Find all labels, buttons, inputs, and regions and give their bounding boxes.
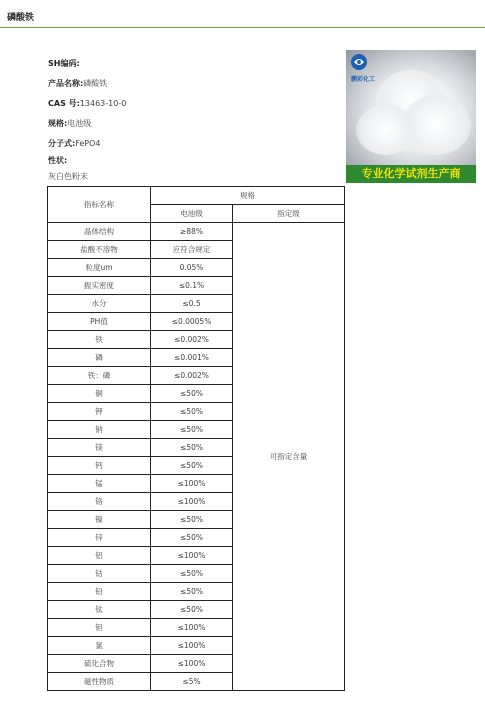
- formula-line: [48, 138, 101, 149]
- table-row: [48, 223, 345, 241]
- property-label: 性状:: [48, 156, 68, 165]
- battery-grade-value: ≤50%: [151, 403, 233, 421]
- indicator-name: 水分: [48, 295, 151, 313]
- formula-label: 分子式:: [48, 139, 76, 148]
- battery-grade-value: ≤50%: [151, 511, 233, 529]
- battery-grade-value: ≤100%: [151, 493, 233, 511]
- battery-grade-value: ≤0.5: [151, 295, 233, 313]
- cas-line: [48, 98, 126, 109]
- battery-grade-value: ≤100%: [151, 637, 233, 655]
- indicator-name: 铬: [48, 493, 151, 511]
- header-battery-grade: 电池级: [151, 205, 233, 223]
- battery-grade-value: 0.05%: [151, 259, 233, 277]
- indicator-name: 硫化合物: [48, 655, 151, 673]
- cas-value: 13463-10-0: [79, 99, 127, 108]
- slogan-banner: 专业化学试剂生产商: [346, 165, 476, 183]
- indicator-name: 铁：磷: [48, 367, 151, 385]
- battery-grade-value: ≤0.0005%: [151, 313, 233, 331]
- indicator-name: 钠: [48, 421, 151, 439]
- battery-grade-value: ≤5%: [151, 673, 233, 691]
- indicator-name: 锰: [48, 475, 151, 493]
- indicator-name: 磁性物质: [48, 673, 151, 691]
- battery-grade-value: ≤100%: [151, 475, 233, 493]
- indicator-name: 钽: [48, 619, 151, 637]
- indicator-name: 铝: [48, 547, 151, 565]
- sh-code-label: SH编码:: [48, 59, 80, 68]
- spec-value: 电池级: [67, 119, 92, 128]
- battery-grade-value: ≤50%: [151, 457, 233, 475]
- property-line: [48, 155, 67, 166]
- battery-grade-value: ≥88%: [151, 223, 233, 241]
- battery-grade-value: ≤100%: [151, 547, 233, 565]
- title-bar: [0, 0, 485, 28]
- battery-grade-value: ≤0.1%: [151, 277, 233, 295]
- battery-grade-value: ≤0.002%: [151, 331, 233, 349]
- header-indicator: 指标名称: [48, 187, 151, 223]
- indicator-name: PH值: [48, 313, 151, 331]
- battery-grade-value: ≤0.002%: [151, 367, 233, 385]
- battery-grade-value: ≤100%: [151, 619, 233, 637]
- battery-grade-value: ≤50%: [151, 565, 233, 583]
- indicator-name: 铁: [48, 331, 151, 349]
- header-specified-grade: 指定级: [233, 205, 345, 223]
- indicator-name: 氯: [48, 637, 151, 655]
- formula-value: FePO4: [75, 139, 101, 148]
- battery-grade-value: ≤50%: [151, 385, 233, 403]
- logo-text: 鹏彩化工: [351, 76, 376, 83]
- battery-grade-value: ≤50%: [151, 529, 233, 547]
- indicator-name: 锌: [48, 529, 151, 547]
- indicator-name: 镁: [48, 439, 151, 457]
- indicator-name: 钙: [48, 457, 151, 475]
- indicator-name: 振实密度: [48, 277, 151, 295]
- indicator-name: 钴: [48, 565, 151, 583]
- indicator-name: 铜: [48, 385, 151, 403]
- battery-grade-value: ≤100%: [151, 655, 233, 673]
- indicator-name: 粒度um: [48, 259, 151, 277]
- product-name-value: 磷酸铁: [83, 79, 108, 88]
- product-name-label: 产品名称:: [48, 79, 84, 88]
- battery-grade-value: ≤50%: [151, 601, 233, 619]
- indicator-name: 磷: [48, 349, 151, 367]
- indicator-name: 盐酸不溶物: [48, 241, 151, 259]
- company-logo-icon: [350, 53, 368, 71]
- indicator-name: 晶体结构: [48, 223, 151, 241]
- spec-line: [48, 118, 91, 129]
- indicator-name: 钛: [48, 601, 151, 619]
- product-image: [346, 50, 476, 183]
- specified-grade-value: 可指定含量: [233, 223, 345, 691]
- cas-label: CAS 号:: [48, 99, 80, 108]
- spec-label: 规格:: [48, 119, 68, 128]
- indicator-name: 镍: [48, 511, 151, 529]
- page-title: 磷酸铁: [7, 13, 35, 23]
- sh-code-line: [48, 58, 80, 69]
- battery-grade-value: ≤50%: [151, 421, 233, 439]
- product-name-line: [48, 78, 107, 89]
- battery-grade-value: ≤50%: [151, 583, 233, 601]
- battery-grade-value: ≤0.001%: [151, 349, 233, 367]
- property-value: 灰白色粉末: [48, 172, 88, 181]
- indicator-name: 铅: [48, 583, 151, 601]
- battery-grade-value: 应符合规定: [151, 241, 233, 259]
- spec-table: [47, 186, 345, 691]
- battery-grade-value: ≤50%: [151, 439, 233, 457]
- indicator-name: 钾: [48, 403, 151, 421]
- header-spec: 规格: [151, 187, 345, 205]
